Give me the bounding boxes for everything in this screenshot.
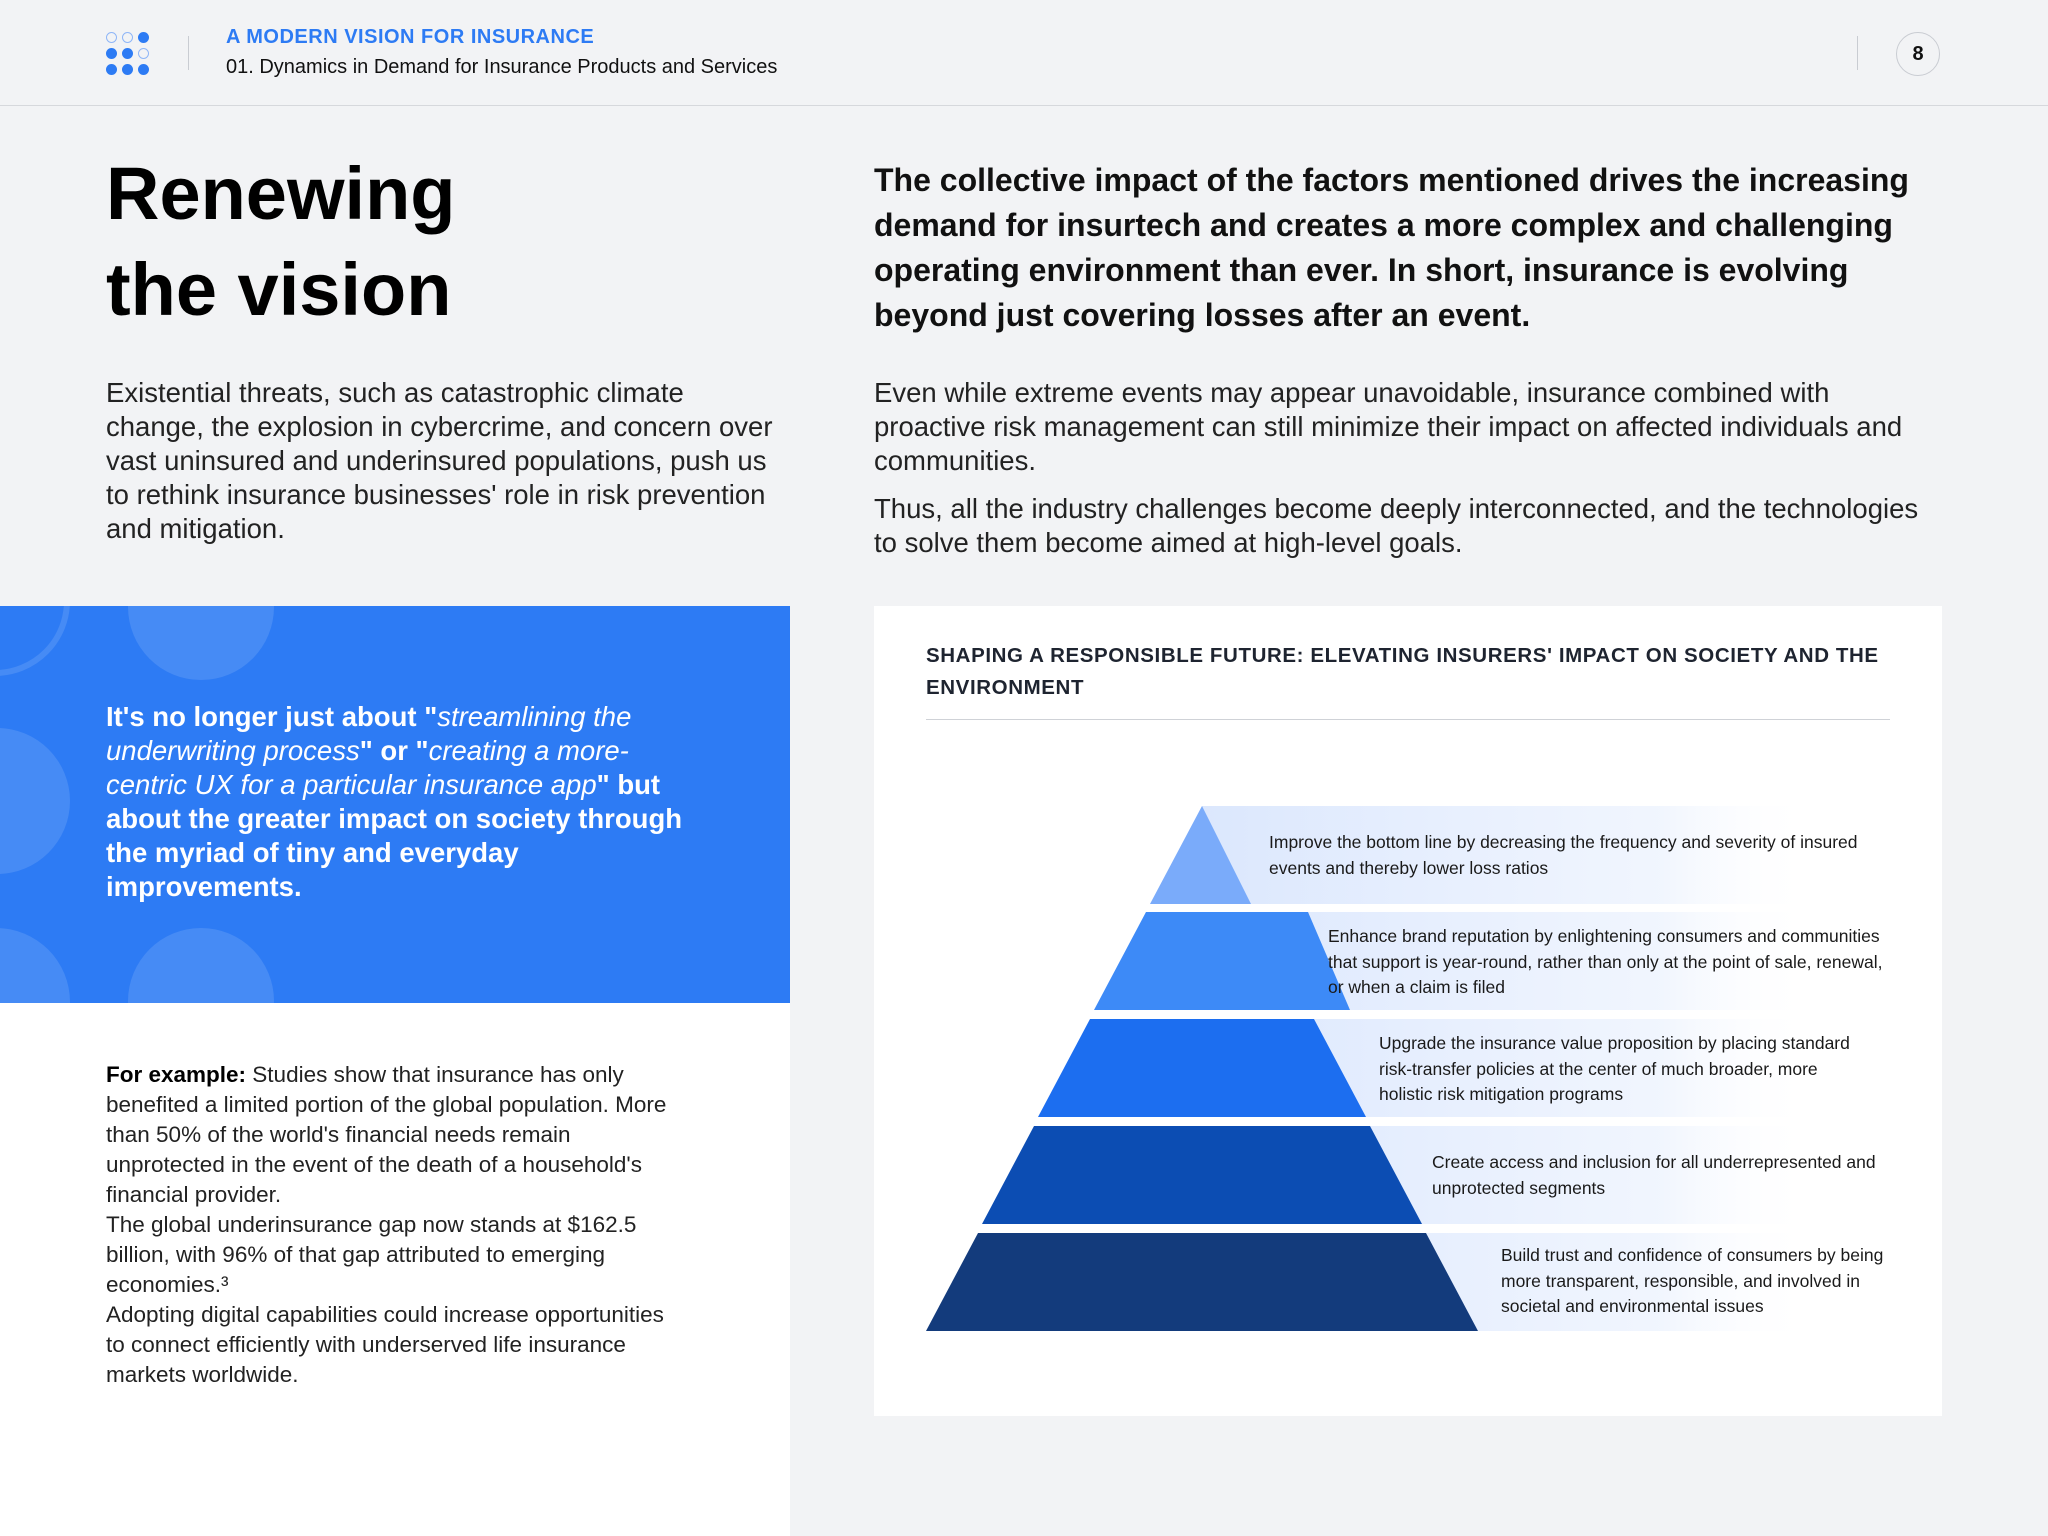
tier-2-text: Enhance brand reputation by enlightening consumers and communities that support is year-round, rather than only at the point of sale, renewal, or when a claim is filed — [1328, 926, 1883, 997]
tier-3-text: Upgrade the insurance value proposition by placing standard risk-transfer policies at the center of much broader, more holistic risk mitigation programs — [1379, 1033, 1850, 1104]
pyramid-card — [874, 606, 1942, 1416]
quote-text: It's no longer just about "streamlining the underwriting process" or "creating a more-centric UX for a particular insurance app" but about the greater impact on society through the myriad of tiny and everyday improvements. — [106, 701, 683, 902]
decor-circle — [128, 928, 274, 1003]
pyramid-title: SHAPING A RESPONSIBLE FUTURE: ELEVATING INSURERS' IMPACT ON SOCIETY AND THE ENVIRONMENT — [926, 644, 1879, 699]
page-title-line2: the vision — [106, 248, 452, 331]
header-divider — [188, 36, 189, 70]
decor-ring — [0, 606, 70, 676]
decor-circle — [128, 606, 274, 680]
quote-callout — [0, 606, 790, 1003]
tier-4-text: Create access and inclusion for all underrepresented and unprotected segments — [1432, 1152, 1876, 1198]
example-text: For example: Studies show that insurance has only benefited a limited portion of the global population. More than 50% of the world's financial needs remain unprotected in the event of the death of a household's financial provider. The global underinsurance gap now stands at $162.5 billion, with 96% of that gap attributed to emerging economies.³ Adopting digital capabilities could increase opportunities to connect efficiently with underserved life insurance markets worldwide. — [106, 1062, 667, 1387]
body-paragraph-1: Even while extreme events may appear unavoidable, insurance combined with proactive risk management can still minimize their impact on affected individuals and communities. — [874, 377, 1903, 476]
page-header — [0, 0, 2048, 106]
page-title — [106, 146, 706, 338]
header-divider-right — [1857, 36, 1858, 70]
example-panel — [0, 1003, 790, 1536]
lead-statement: The collective impact of the factors mentioned drives the increasing demand for insurtech and creates a more complex and challenging operating environment than ever. In short, insurance is evolving beyond just covering losses after an event. — [874, 162, 1909, 333]
tier-5-text: Build trust and confidence of consumers by being more transparent, responsible, and involved in societal and environmental issues — [1501, 1245, 1884, 1316]
pyramid-tier-3 — [1038, 1019, 1366, 1117]
decor-circle — [0, 928, 70, 1003]
pyramid-tier-5 — [926, 1233, 1478, 1331]
intro-paragraph: Existential threats, such as catastrophic climate change, the explosion in cybercrime, and concern over vast uninsured and underinsured populations, push us to rethink insurance businesses' role in risk prevention and mitigation. — [106, 377, 773, 544]
decor-circle — [0, 728, 70, 874]
dots-logo-icon — [106, 32, 150, 76]
tier-1-text: Improve the bottom line by decreasing the frequency and severity of insured events and thereby lower loss ratios — [1269, 832, 1858, 878]
page-title-line1: Renewing — [106, 152, 456, 235]
pyramid-tier-4 — [982, 1126, 1422, 1224]
body-paragraph-2: Thus, all the industry challenges become deeply interconnected, and the technologies to solve them become aimed at high-level goals. — [874, 493, 1919, 558]
section-subtitle: 01. Dynamics in Demand for Insurance Products and Services — [226, 56, 778, 78]
example-label: For example: — [106, 1062, 247, 1087]
page-number: 8 — [1896, 32, 1940, 76]
report-title: A MODERN VISION FOR INSURANCE — [226, 26, 595, 48]
pyramid-tier-2 — [1094, 912, 1350, 1010]
